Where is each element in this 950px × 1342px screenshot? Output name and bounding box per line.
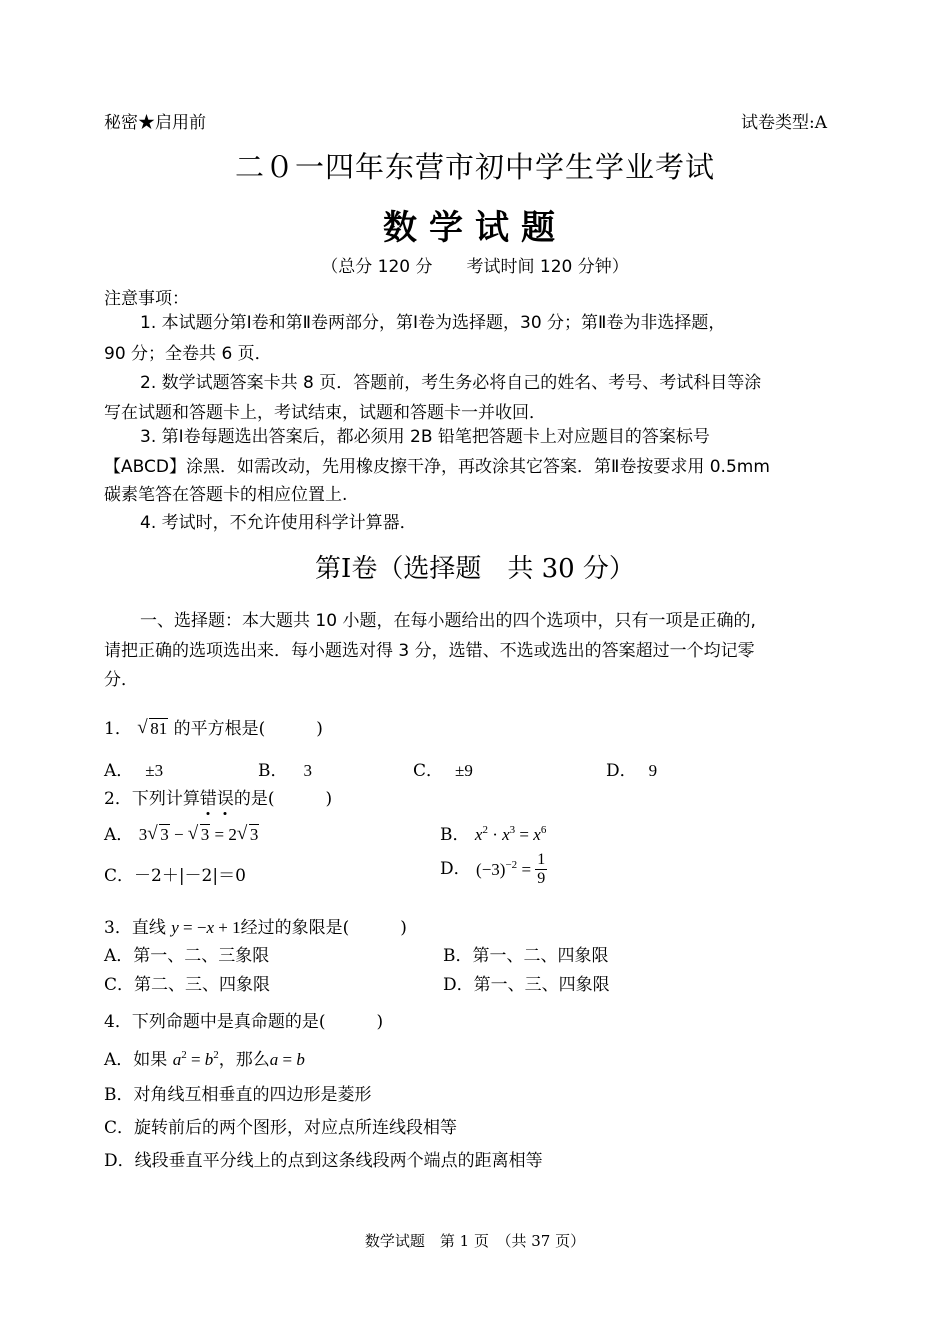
question-1-option-d: D． 9 bbox=[606, 761, 658, 781]
note-line-3: 2. 数学试题答案卡共 8 页．答题前，考生务必将自己的姓名、考号、考试科目等涂 bbox=[140, 373, 762, 393]
page-footer: 数学试题 第 1 页 （共 37 页） bbox=[364, 1232, 586, 1250]
question-2-option-b: B． $x^2 \cdot x^3 = x^6$ bbox=[440, 824, 547, 845]
question-2-option-d: D． $(-3)^{-2}$ = $\frac{1}{9}$ bbox=[440, 851, 546, 887]
question-1-option-b: B． 3 bbox=[258, 761, 312, 781]
question-4-option-b: B．对角线互相垂直的四边形是菱形 bbox=[104, 1085, 372, 1105]
question-1-stem bbox=[104, 714, 323, 739]
confidential-label: 秘密★启用前 bbox=[104, 113, 206, 133]
instruction-line-3: 分． bbox=[104, 670, 138, 690]
question-1-number: 1． bbox=[104, 719, 132, 739]
question-1-option-c: C． ±9 bbox=[413, 761, 473, 781]
question-1-text: 的平方根是( ) bbox=[173, 719, 323, 739]
instruction-line-2: 请把正确的选项选出来．每小题选对得 3 分，选错、不选或选出的答案超过一个均记零 bbox=[104, 641, 755, 661]
sqrt-81-radicand: 81 bbox=[150, 719, 168, 738]
section-title: 第Ⅰ卷（选择题 共 30 分） bbox=[315, 554, 635, 584]
note-line-4: 写在试题和答题卡上，考试结束，试题和答题卡一并收回． bbox=[104, 403, 546, 423]
note-line-7: 碳素笔答在答题卡的相应位置上. bbox=[104, 485, 348, 505]
question-2-option-a: A． 3 √ 3 − √ 3 = 2 √ 3 bbox=[104, 823, 259, 845]
note-line-8: 4. 考试时，不允许使用科学计算器． bbox=[140, 513, 417, 533]
question-2-option-c: C．－2＋|－2|＝0 bbox=[104, 866, 246, 886]
question-2-stem: 2．下列计算错误的是( ) bbox=[104, 789, 333, 809]
question-4-option-d: D．线段垂直平分线上的点到这条线段两个端点的距离相等 bbox=[104, 1151, 543, 1171]
note-line-6: 【ABCD】涂黑．如需改动，先用橡皮擦干净，再改涂其它答案．第Ⅱ卷按要求用 0.5mm bbox=[104, 457, 770, 477]
question-3-stem: 3．直线 y = −x + 1经过的象限是( ) bbox=[104, 918, 407, 938]
exam-title: 二０一四年东营市初中学生学业考试 bbox=[234, 150, 715, 184]
question-1-option-a: A． ±3 bbox=[104, 761, 164, 781]
question-4-option-c: C．旋转前后的两个图形，对应点所连线段相等 bbox=[104, 1118, 458, 1138]
paper-type-label: 试卷类型:A bbox=[741, 113, 828, 133]
instruction-line-1: 一、选择题：本大题共 10 小题，在每小题给出的四个选项中，只有一项是正确的, bbox=[140, 611, 756, 631]
question-3-option-d: D．第一、三、四象限 bbox=[443, 975, 610, 995]
question-3-option-c: C．第二、三、四象限 bbox=[104, 975, 271, 995]
question-3-option-b: B．第一、二、四象限 bbox=[443, 946, 609, 966]
note-line-5: 3. 第Ⅰ卷每题选出答案后，都必须用 2B 铅笔把答题卡上对应题目的答案标号 bbox=[140, 427, 710, 447]
sqrt-81: √ 81 bbox=[137, 717, 168, 738]
emphasis-error: 错误 bbox=[199, 789, 234, 809]
score-info: （总分 120 分 考试时间 120 分钟） bbox=[321, 257, 629, 277]
notes-heading: 注意事项： bbox=[104, 289, 189, 309]
question-3-option-a: A．第一、二、三象限 bbox=[104, 946, 270, 966]
question-4-option-a: A．如果 $a^2 = b^2$，那么a = b bbox=[104, 1049, 305, 1070]
note-line-2: 90 分；全卷共 6 页． bbox=[104, 344, 272, 364]
question-4-stem: 4．下列命题中是真命题的是( ) bbox=[104, 1012, 384, 1032]
note-line-1: 1. 本试题分第Ⅰ卷和第Ⅱ卷两部分，第Ⅰ卷为选择题，30 分；第Ⅱ卷为非选择题， bbox=[140, 313, 726, 333]
subject-title: 数学试题 bbox=[383, 208, 567, 248]
